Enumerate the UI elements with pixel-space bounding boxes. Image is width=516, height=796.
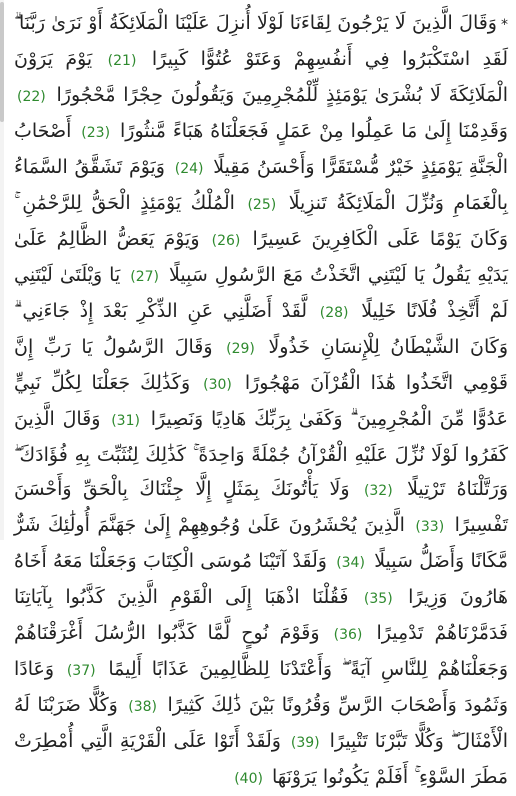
ayah-number: (25) — [247, 197, 277, 213]
ayah-number: (32) — [363, 483, 393, 499]
ayah-text: وَيَوْمَ يَعَضُّ الظَّالِمُ عَلَىٰ يَدَيْهِ يَقُولُ يَا لَيْتَنِي اتَّخَذْتُ مَعَ الرَّسُولِ سَبِيلًا — [14, 228, 508, 286]
ayah-text: وَقَالَ الَّذِينَ لَا يَرْجُونَ لِقَاءَنَا لَوْلَا أُنزِلَ عَلَيْنَا الْمَلَائِكَةُ أَوْ نَرَىٰ رَبَّنَا ۗ لَقَدِ اسْتَكْبَرُوا فِي أَنفُسِهِمْ وَعَتَوْ عُتُوًّا كَبِيرًا — [14, 12, 508, 70]
ayah-text: يَا وَيْلَتَىٰ لَيْتَنِي لَمْ أَتَّخِذْ فُلَانًا خَلِيلًا — [14, 264, 509, 322]
ayah-text: لَّقَدْ أَضَلَّنِي عَنِ الذِّكْرِ بَعْدَ إِذْ جَاءَنِي ۗ وَكَانَ الشَّيْطَانُ لِلْإِنسَانِ خَذُولًا — [14, 300, 508, 358]
scrollbar-thumb[interactable] — [0, 2, 4, 122]
ayah-number: (24) — [174, 161, 204, 177]
ayah-text: وَلَا يَأْتُونَكَ بِمَثَلٍ إِلَّا جِئْنَاكَ بِالْحَقِّ وَأَحْسَنَ تَفْسِيرًا — [14, 478, 508, 536]
ayah-text: وَقَوْمَ نُوحٍ لَّمَّا كَذَّبُوا الرُّسُلَ أَغْرَقْنَاهُمْ وَجَعَلْنَاهُمْ لِلنَّاسِ آيَةً ۖ وَأَعْتَدْنَا لِلظَّالِمِينَ عَذَابًا أَلِيمًا — [14, 622, 508, 680]
ayah-number: (36) — [333, 627, 363, 643]
ayah-number: (22) — [17, 89, 46, 105]
ayah-text: وَكَذَٰلِكَ جَعَلْنَا لِكُلِّ نَبِيٍّ عَدُوًّا مِّنَ الْمُجْرِمِينَ ۗ وَكَفَىٰ بِرَبِّكَ هَادِيًا وَنَصِيرًا — [14, 372, 508, 430]
ayah-number: (40) — [234, 771, 263, 787]
ayah-start-mark: * — [501, 17, 508, 33]
ayah-number: (35) — [363, 591, 393, 607]
ayah-text: وَقَدِمْنَا إِلَىٰ مَا عَمِلُوا مِنْ عَمَلٍ فَجَعَلْنَاهُ هَبَاءً مَّنثُورًا — [119, 120, 508, 142]
ayah-text: وَلَقَدْ آتَيْنَا مُوسَى الْكِتَابَ وَجَعَلْنَا مَعَهُ أَخَاهُ هَارُونَ وَزِيرًا — [14, 550, 508, 608]
ayah-text: الَّذِينَ يُحْشَرُونَ عَلَىٰ وُجُوهِهِمْ إِلَىٰ جَهَنَّمَ أُولَٰئِكَ شَرٌّ مَّكَانًا وَأَضَلُّ سَبِيلًا — [14, 514, 508, 572]
ayah-number: (37) — [66, 663, 96, 679]
ayah-text: فَقُلْنَا اذْهَبَا إِلَى الْقَوْمِ الَّذِينَ كَذَّبُوا بِآيَاتِنَا فَدَمَّرْنَاهُمْ تَدْمِيرًا — [14, 586, 508, 644]
quran-text-block — [14, 6, 508, 796]
ayah-number: (38) — [128, 699, 157, 715]
ayah-number: (39) — [290, 735, 320, 751]
ayah-number: (30) — [203, 377, 232, 393]
ayah-number: (26) — [211, 233, 241, 249]
ayah-text: يَوْمَ يَرَوْنَ الْمَلَائِكَةَ لَا بُشْرَىٰ يَوْمَئِذٍ لِّلْمُجْرِمِينَ وَيَقُولُونَ حِجْرًا مَّحْجُورًا — [14, 48, 508, 106]
ayah-number: (29) — [226, 341, 255, 357]
ayah-number: (23) — [81, 125, 111, 141]
ayah-text: وَعَادًا وَثَمُودَ وَأَصْحَابَ الرَّسِّ وَقُرُونًا بَيْنَ ذَٰلِكَ كَثِيرًا — [14, 658, 509, 716]
ayah-text: وَقَالَ الَّذِينَ كَفَرُوا لَوْلَا نُزِّلَ عَلَيْهِ الْقُرْآنُ جُمْلَةً وَاحِدَةً ۚ كَذَٰلِكَ لِنُثَبِّتَ بِهِ فُؤَادَكَ ۖ وَرَتَّلْنَاهُ تَرْتِيلًا — [14, 408, 508, 500]
ayah-number: (33) — [415, 519, 445, 535]
ayah-number: (28) — [319, 305, 349, 321]
ayah-number: (34) — [336, 555, 365, 571]
ayah-text: وَقَالَ الرَّسُولُ يَا رَبِّ إِنَّ قَوْمِي اتَّخَذُوا هَٰذَا الْقُرْآنَ مَهْجُورًا — [14, 336, 508, 394]
ayah-number: (27) — [130, 269, 159, 285]
ayah-number: (21) — [107, 53, 137, 69]
ayah-text: وَيَوْمَ تَشَقَّقُ السَّمَاءُ بِالْغَمَامِ وَنُزِّلَ الْمَلَائِكَةُ تَنزِيلًا — [14, 156, 508, 214]
ayah-text: أَصْحَابُ الْجَنَّةِ يَوْمَئِذٍ خَيْرٌ مُّسْتَقَرًّا وَأَحْسَنُ مَقِيلًا — [14, 120, 508, 178]
ayah-text: وَلَقَدْ أَتَوْا عَلَى الْقَرْيَةِ الَّتِي أُمْطِرَتْ مَطَرَ السَّوْءِ ۚ أَفَلَمْ يَكُونُوا يَرَوْنَهَا — [14, 730, 508, 788]
ayah-number: (31) — [111, 413, 140, 429]
vertical-scrollbar[interactable] — [0, 0, 4, 540]
ayah-text: الْمُلْكُ يَوْمَئِذٍ الْحَقُّ لِلرَّحْمَٰنِ ۚ وَكَانَ يَوْمًا عَلَى الْكَافِرِينَ عَسِيرًا — [14, 192, 509, 250]
ayah-text: وَكُلًّا ضَرَبْنَا لَهُ الْأَمْثَالَ ۖ وَكُلًّا تَبَّرْنَا تَتْبِيرًا — [14, 694, 508, 752]
